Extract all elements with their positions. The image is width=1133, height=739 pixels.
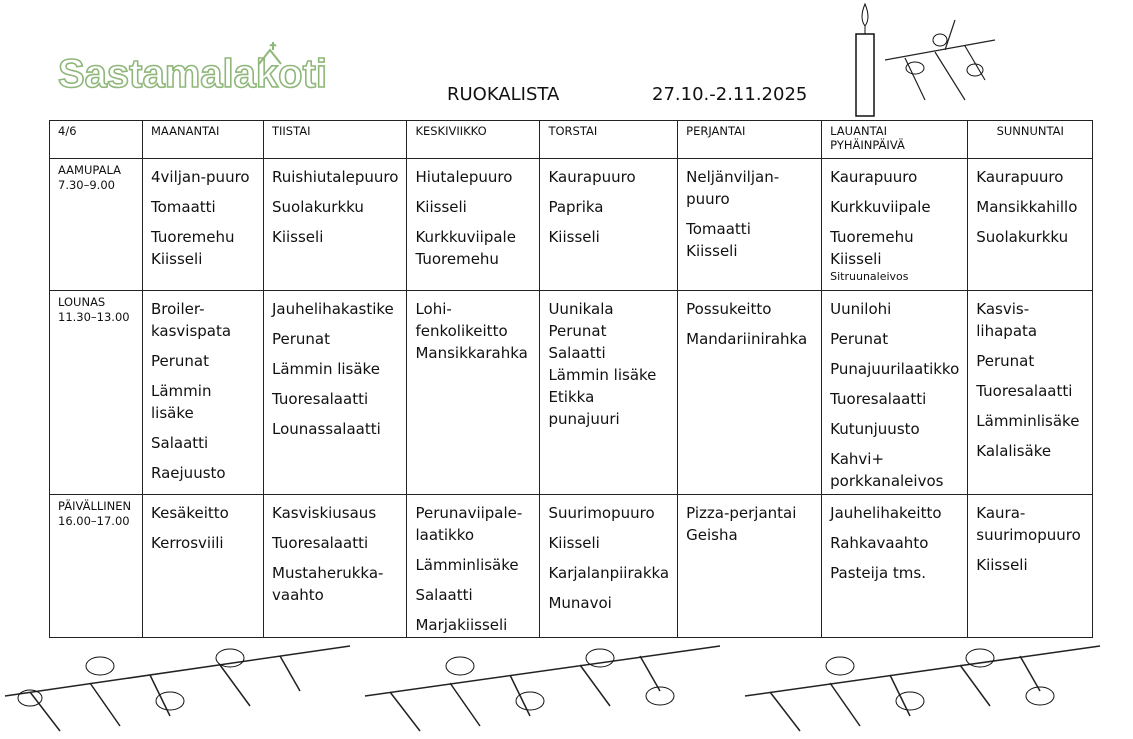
menu-item: Kalalisäke	[976, 442, 1052, 460]
menu-item: Kasviskiusaus	[272, 504, 377, 522]
candle-pine-decoration	[845, 0, 1015, 120]
house-chimney-icon	[255, 38, 285, 68]
menu-item: Jauhelihakeitto	[830, 504, 942, 522]
menu-item: Suurimopuuro	[548, 504, 655, 522]
menu-item: Kiisseli	[976, 556, 1028, 574]
menu-item: Rahkavaahto	[830, 534, 929, 552]
menu-item: Raejuusto	[151, 464, 226, 482]
menu-cell	[968, 291, 1093, 495]
meal-label: AAMUPALA 7.30–9.00	[50, 159, 143, 291]
menu-item: Kerrosviili	[151, 534, 224, 552]
menu-cell	[968, 159, 1093, 291]
menu-item: Kutunjuusto	[830, 420, 920, 438]
day-header: KESKIVIIKKO	[407, 121, 540, 159]
menu-item: Kahvi+ porkkanaleivos	[830, 450, 944, 490]
menu-item: Tuoresalaatti	[830, 390, 927, 408]
menu-item: Kaurapuuro	[548, 168, 636, 186]
menu-cell	[143, 159, 264, 291]
menu-item: Uunilohi	[830, 300, 892, 318]
menu-item: Perunat	[976, 352, 1035, 370]
menu-cell	[407, 159, 540, 291]
menu-cell	[407, 291, 540, 495]
header-row	[50, 121, 1093, 159]
menu-cell	[143, 291, 264, 495]
menu-item: Tomaatti Kiisseli	[686, 220, 751, 260]
menu-table	[49, 120, 1093, 638]
menu-cell	[968, 495, 1093, 638]
menu-cell	[407, 495, 540, 638]
menu-item: Paprika	[548, 198, 604, 216]
menu-item: Marjakiisseli	[415, 616, 508, 634]
menu-item: Jauhelihakastike	[272, 300, 394, 318]
menu-item: Perunat	[272, 330, 330, 348]
menu-item: Lohi- fenkolikeitto Mansikkarahka	[415, 300, 528, 362]
menu-cell	[540, 291, 678, 495]
menu-item: Lämmin lisäke	[151, 382, 212, 422]
page-title: RUOKALISTA	[447, 84, 560, 105]
menu-cell	[678, 495, 822, 638]
menu-item: Perunat	[830, 330, 889, 348]
menu-item: Kiisseli	[548, 534, 600, 552]
menu-item: Kasvis- lihapata	[976, 300, 1038, 340]
day-header: MAANANTAI	[143, 121, 264, 159]
menu-item: Tuoresalaatti	[976, 382, 1073, 400]
menu-item: Suolakurkku	[976, 228, 1069, 246]
menu-cell	[264, 495, 407, 638]
menu-item: Tuoresalaatti	[272, 390, 369, 408]
menu-cell	[264, 159, 407, 291]
menu-item: Lounassalaatti	[272, 420, 381, 438]
week-label: 4/6	[50, 121, 143, 159]
menu-cell	[822, 495, 968, 638]
menu-item: Kiisseli	[415, 198, 467, 216]
menu-item: Munavoi	[548, 594, 612, 612]
menu-item: Kurkkuviipale Tuoremehu	[415, 228, 516, 268]
menu-item: Kaurapuuro	[976, 168, 1064, 186]
logo: Sastamalakoti	[58, 52, 328, 96]
menu-cell	[822, 291, 968, 495]
menu-cell	[143, 495, 264, 638]
day-header: SUNNUNTAI	[968, 121, 1093, 159]
day-header: PERJANTAI	[678, 121, 822, 159]
menu-item: Lämmin lisäke	[272, 360, 380, 378]
meal-row	[50, 159, 1093, 291]
menu-item: Lämminlisäke	[415, 556, 519, 574]
meal-row	[50, 291, 1093, 495]
day-header: LAUANTAI PYHÄINPÄIVÄ	[822, 121, 968, 159]
menu-item: Uunikala Perunat Salaatti Lämmin lisäke Etikka punajuuri	[548, 300, 657, 428]
pine-branch-decoration	[0, 636, 360, 736]
menu-item: Kaurapuuro	[830, 168, 918, 186]
menu-item: Kiisseli	[272, 228, 324, 246]
menu-cell	[678, 291, 822, 495]
menu-item: Kurkkuviipale	[830, 198, 931, 216]
menu-item: Tuoremehu Kiisseli	[830, 228, 914, 268]
menu-item: Lämminlisäke	[976, 412, 1080, 430]
menu-item: Kesäkeitto	[151, 504, 229, 522]
menu-item: Karjalanpiirakka	[548, 564, 670, 582]
menu-item: Salaatti	[151, 434, 209, 452]
menu-item: Mansikkahillo	[976, 198, 1078, 216]
menu-cell	[540, 495, 678, 638]
menu-item: Mustaherukka- vaahto	[272, 564, 384, 604]
menu-cell	[540, 159, 678, 291]
date-range: 27.10.-2.11.2025	[652, 84, 808, 105]
meal-label: LOUNAS 11.30–13.00	[50, 291, 143, 495]
menu-item: Possukeitto	[686, 300, 772, 318]
menu-cell	[822, 159, 968, 291]
menu-item: Hiutalepuuro	[415, 168, 513, 186]
menu-item: Broiler- kasvispata	[151, 300, 232, 340]
menu-item: Kiisseli	[548, 228, 600, 246]
menu-item: Neljänviljan- puuro	[686, 168, 780, 208]
day-header: TIISTAI	[264, 121, 407, 159]
menu-item: Mandariinirahka	[686, 330, 808, 348]
menu-item: Perunaviipale- laatikko	[415, 504, 523, 544]
pine-branch-decoration	[360, 636, 730, 736]
menu-item: Suolakurkku	[272, 198, 364, 216]
day-header: TORSTAI	[540, 121, 678, 159]
menu-item: 4viljan-puuro	[151, 168, 250, 186]
meal-row	[50, 495, 1093, 638]
menu-item: Punajuurilaatikko	[830, 360, 960, 378]
menu-item: Kaura- suurimopuuro	[976, 504, 1081, 544]
pine-branch-decoration	[740, 636, 1110, 736]
menu-item: Tuoremehu Kiisseli	[151, 228, 235, 268]
menu-item: Tomaatti	[151, 198, 216, 216]
menu-cell	[678, 159, 822, 291]
menu-note: Sitruunaleivos	[830, 270, 909, 283]
menu-item: Tuoresalaatti	[272, 534, 369, 552]
meal-label: PÄIVÄLLINEN 16.00–17.00	[50, 495, 143, 638]
menu-item: Pizza-perjantai Geisha	[686, 504, 797, 544]
menu-item: Pasteija tms.	[830, 564, 926, 582]
menu-item: Perunat	[151, 352, 209, 370]
menu-cell	[264, 291, 407, 495]
menu-item: Salaatti	[415, 586, 473, 604]
menu-item: Ruishiutalepuuro	[272, 168, 399, 186]
